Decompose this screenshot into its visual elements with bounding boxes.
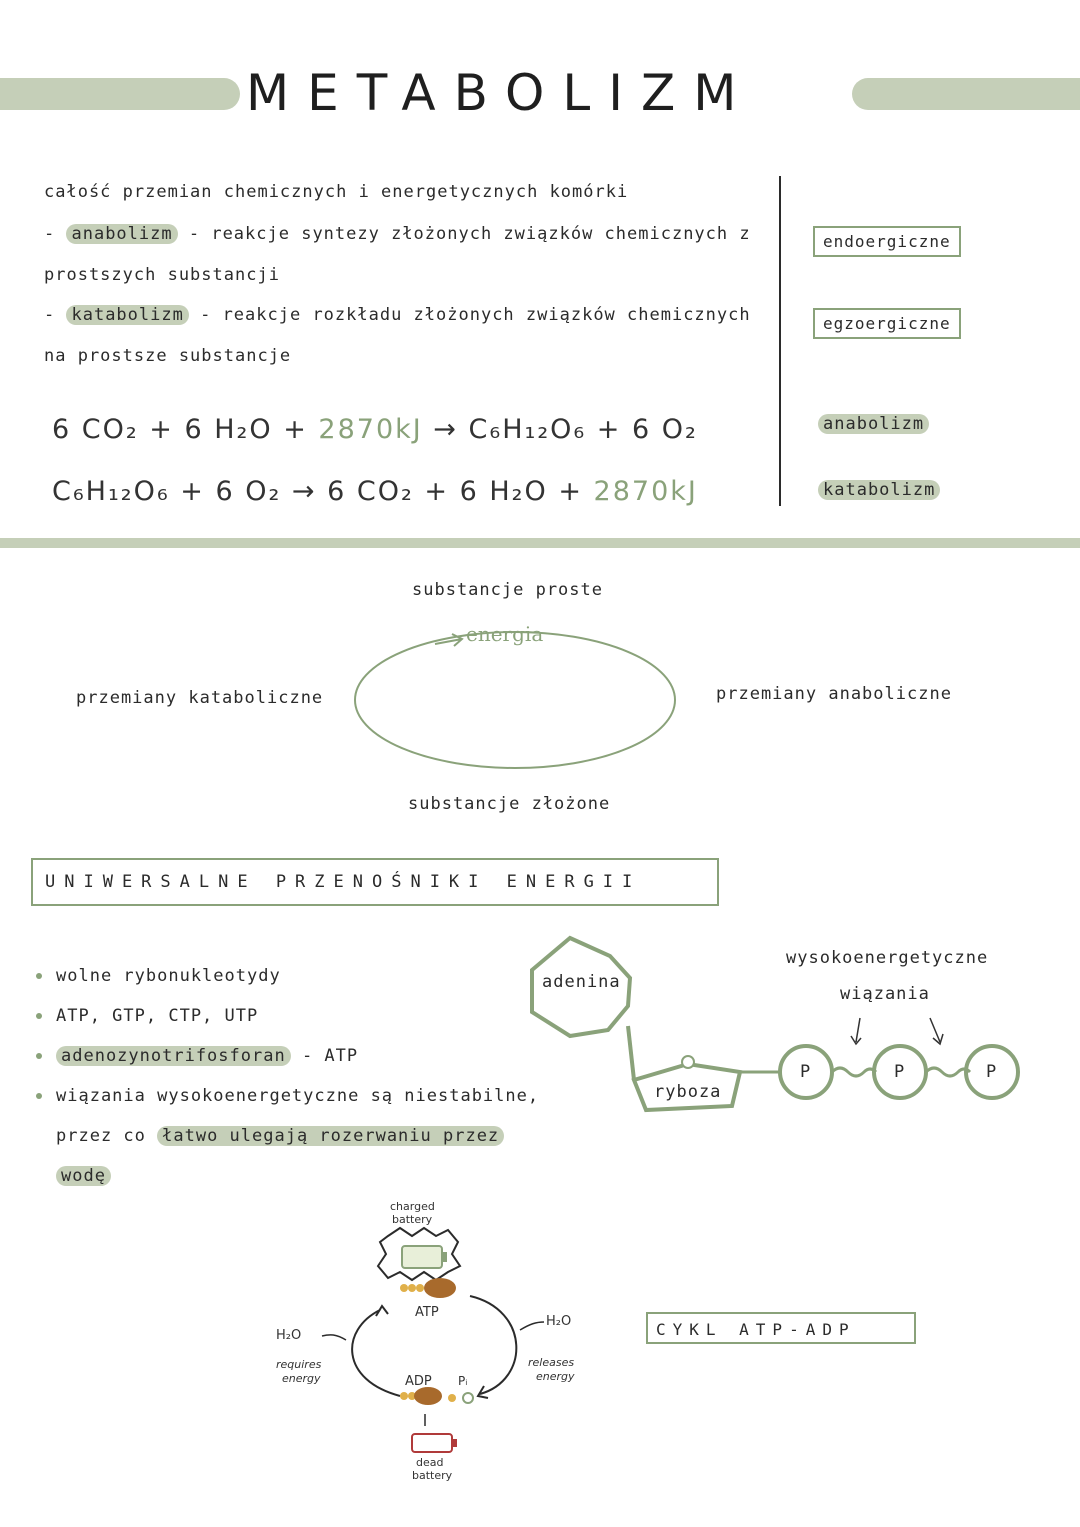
- cycle-ellipse: [340, 618, 690, 778]
- anabolism-desc-2: prostszych substancji: [44, 265, 280, 285]
- phosphate-label-1: P: [800, 1062, 812, 1082]
- anabolism-desc: - reakcje syntezy złożonych związków chemicznych z: [188, 224, 751, 244]
- bonds-label-1: wysokoenergetyczne: [786, 948, 989, 968]
- atp-adp-cycle-label: CYKL ATP-ADP: [646, 1312, 916, 1344]
- catabolism-term: katabolizm: [66, 305, 188, 325]
- requires-label-1: requires: [276, 1358, 322, 1371]
- anabolism-line: - anabolizm - reakcje syntezy złożonych związków chemicznych z: [44, 224, 751, 244]
- catabolism-desc: - reakcje rozkładu złożonych związków chemicznych: [200, 305, 751, 325]
- list-item: wolne rybonukleotydy: [36, 956, 556, 996]
- list-item: wiązania wysokoenergetyczne są niestabilne,: [36, 1076, 556, 1116]
- adenine-label: adenina: [542, 972, 621, 992]
- list-item: ATP, GTP, CTP, UTP: [36, 996, 556, 1036]
- energy-value: 2870kJ: [318, 414, 423, 445]
- phosphate-label-2: P: [894, 1062, 906, 1082]
- catabolism-desc-2: na prostsze substancje: [44, 346, 292, 366]
- releases-label-1: releases: [528, 1356, 575, 1369]
- section-separator: [0, 538, 1080, 548]
- charged-battery-icon: [402, 1246, 442, 1268]
- title-bar-right: [852, 78, 1080, 110]
- side-anabolizm: anabolizm: [818, 414, 929, 434]
- h2o-left-label: H₂O: [276, 1328, 302, 1343]
- charged-label-2: battery: [392, 1213, 433, 1226]
- atp-adp-cycle-diagram: [300, 1200, 560, 1490]
- ribose-label: ryboza: [654, 1082, 722, 1102]
- cycle-left-label: przemiany kataboliczne: [76, 688, 324, 708]
- phosphate-label-3: P: [986, 1062, 998, 1082]
- exoergic-label: egzoergiczne: [813, 308, 961, 339]
- atp-label: ATP: [415, 1305, 439, 1320]
- vertical-divider: [779, 176, 781, 506]
- charged-label-1: charged: [390, 1200, 435, 1213]
- ribose-link: [628, 1026, 634, 1080]
- dead-label-2: battery: [412, 1469, 453, 1482]
- cycle-energy-label: energia: [466, 622, 544, 646]
- pi-label: Pᵢ: [458, 1374, 468, 1388]
- list-item: adenozynotrifosforan - ATP: [36, 1036, 556, 1076]
- list-item-continuation: przez co łatwo ulegają rozerwaniu przez: [36, 1116, 556, 1156]
- cycle-top-label: substancje proste: [412, 580, 603, 600]
- equation-photosynthesis: 6 CO₂ + 6 H₂O + 2870kJ → C₆H₁₂O₆ + 6 O₂: [52, 414, 698, 445]
- requires-label-2: energy: [282, 1372, 321, 1385]
- carriers-list: [36, 956, 556, 1196]
- catabolism-line: - katabolizm - reakcje rozkładu złożonych związków chemicznych: [44, 305, 751, 325]
- cycle-bottom-label: substancje złożone: [408, 794, 611, 814]
- cycle-right-label: przemiany anaboliczne: [716, 684, 952, 704]
- side-katabolizm: katabolizm: [818, 480, 940, 500]
- title-bar-left: [0, 78, 240, 110]
- energy-value: 2870kJ: [593, 476, 698, 507]
- section-heading: UNIWERSALNE PRZENOŚNIKI ENERGII: [31, 858, 719, 906]
- definition-intro: całość przemian chemicznych i energetycznych komórki: [44, 182, 629, 202]
- anabolism-term: anabolizm: [66, 224, 177, 244]
- releases-label-2: energy: [536, 1370, 575, 1383]
- dead-battery-icon: [412, 1434, 452, 1452]
- bonds-label-2: wiązania: [840, 984, 930, 1004]
- page-title: METABOLIZM: [246, 64, 755, 122]
- dead-label-1: dead: [416, 1456, 444, 1469]
- endoergic-label: endoergiczne: [813, 226, 961, 257]
- h2o-right-label: H₂O: [546, 1314, 572, 1329]
- adp-label: ADP: [405, 1374, 432, 1389]
- equation-respiration: C₆H₁₂O₆ + 6 O₂ → 6 CO₂ + 6 H₂O + 2870kJ: [52, 476, 698, 507]
- list-item-continuation: wodę: [36, 1156, 556, 1196]
